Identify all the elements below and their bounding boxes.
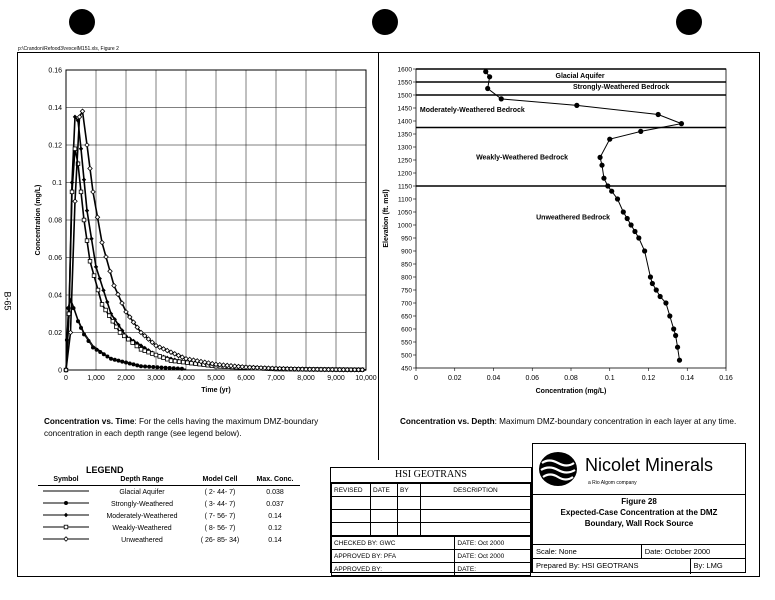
- y-tick-label: 0.1: [52, 180, 62, 187]
- data-point: [155, 365, 159, 369]
- prepared-row: [533, 558, 745, 574]
- data-point: [102, 352, 106, 356]
- data-point: [176, 367, 180, 371]
- data-point: [76, 319, 80, 323]
- y-tick-label: 1350: [397, 131, 412, 139]
- nicolet-logo-icon: [537, 450, 579, 488]
- y-tick-label: 1000: [397, 222, 412, 230]
- data-point: [609, 189, 614, 194]
- data-point: [82, 177, 86, 181]
- data-point: [104, 255, 108, 259]
- data-point: [632, 229, 637, 234]
- data-point: [671, 326, 676, 331]
- data-point: [87, 339, 91, 343]
- data-point: [139, 364, 143, 368]
- x-axis-label: Time (yr): [201, 387, 231, 394]
- data-point: [124, 361, 128, 365]
- x-tick-label: 0.04: [486, 375, 501, 382]
- legend-max-conc: 0.037: [266, 500, 284, 508]
- y-tick-label: 950: [401, 235, 412, 243]
- legend-marker: [64, 525, 68, 529]
- x-tick-label: 0: [414, 375, 418, 382]
- data-point: [621, 209, 626, 214]
- figure-title-line-2: Boundary, Wall Rock Source: [584, 519, 694, 528]
- x-tick-label: 2,000: [117, 375, 135, 382]
- data-point: [181, 360, 185, 364]
- x-tick-label: 0: [64, 375, 68, 382]
- y-tick-label: 0.16: [48, 67, 62, 75]
- data-point: [675, 345, 680, 350]
- x-tick-label: 1,000: [87, 375, 105, 382]
- data-point: [105, 355, 109, 359]
- data-point: [158, 355, 162, 359]
- x-tick-label: 0.16: [719, 375, 733, 382]
- data-point: [663, 300, 668, 305]
- legend-row: [38, 498, 300, 510]
- legend-model-cell: ( 7- 56- 7): [204, 512, 236, 520]
- data-point: [625, 216, 630, 221]
- approval-table: [331, 536, 531, 576]
- legend-depth-range: Moderately-Weathered: [106, 512, 178, 520]
- data-point: [73, 199, 77, 203]
- layer-label: Moderately-Weathered Bedrock: [419, 106, 525, 114]
- x-tick-label: 5,000: [207, 375, 225, 382]
- legend-row: [38, 534, 300, 546]
- legend-max-conc: 0.12: [268, 524, 282, 532]
- legend-marker: [64, 501, 68, 505]
- legend-marker: [64, 537, 68, 541]
- scale-date-row: [533, 544, 745, 559]
- legend-depth-range: Glacial Aquifer: [119, 488, 165, 496]
- data-point: [135, 363, 139, 367]
- date: Date: October 2000: [644, 547, 711, 556]
- data-point: [104, 308, 108, 312]
- y-tick-label: 850: [401, 261, 412, 269]
- y-tick-label: 800: [401, 274, 412, 282]
- prepared-by: Prepared By: HSI GEOTRANS: [533, 559, 691, 574]
- data-point: [162, 356, 166, 360]
- data-point: [88, 259, 92, 263]
- title-block-company: HSI GEOTRANS: [331, 468, 531, 483]
- data-point: [147, 365, 151, 369]
- data-point: [115, 325, 119, 329]
- data-point: [82, 332, 86, 336]
- data-point: [131, 341, 135, 345]
- legend-model-cell: ( 3- 44- 7): [204, 500, 236, 508]
- y-tick-label: 900: [401, 248, 412, 256]
- approved-date-1: DATE: Oct 2000: [455, 550, 531, 563]
- data-point: [127, 337, 131, 341]
- legend-header-cell: Model Cell: [202, 476, 238, 483]
- figure-caption-block: [533, 496, 745, 529]
- y-tick-label: 1150: [398, 183, 412, 191]
- x-tick-label: 0.06: [525, 375, 540, 382]
- caption-right-text: : Maximum DMZ-boundary concentration in each layer at any time.: [494, 417, 737, 426]
- x-tick-label: 4,000: [177, 375, 195, 382]
- legend-depth-range: Unweathered: [121, 536, 163, 544]
- client-subtitle: a Rio Algom company: [588, 480, 637, 486]
- caption-left-title: Concentration vs. Time: [44, 417, 135, 426]
- checked-by: CHECKED BY: GWC: [332, 537, 455, 550]
- data-point: [96, 288, 100, 292]
- data-point: [91, 190, 95, 194]
- x-tick-label: 7,000: [267, 375, 285, 382]
- data-point: [165, 357, 169, 361]
- legend-symbol: [38, 523, 94, 533]
- legend-symbol: [38, 499, 94, 509]
- data-point: [139, 348, 143, 352]
- data-point: [113, 358, 117, 362]
- data-point: [650, 281, 655, 286]
- y-tick-label: 1300: [397, 144, 412, 152]
- data-point: [85, 208, 89, 212]
- data-point: [73, 147, 77, 151]
- data-point: [100, 303, 104, 307]
- title-block: [330, 467, 532, 573]
- data-point: [70, 190, 74, 194]
- y-tick-label: 1550: [397, 79, 412, 87]
- y-tick-label: 0.14: [48, 105, 62, 112]
- chart-concentration-vs-time: [20, 60, 380, 405]
- y-tick-label: 1100: [398, 196, 412, 204]
- square-symbol-icon: [41, 523, 91, 531]
- x-tick-label: 0.08: [564, 375, 578, 382]
- page-side-number: B-65: [2, 291, 13, 311]
- punch-hole-center: [372, 9, 398, 35]
- y-tick-label: 0.08: [48, 217, 62, 225]
- data-point: [68, 330, 72, 334]
- legend-max-conc: 0.14: [268, 512, 282, 520]
- data-point: [98, 350, 102, 354]
- legend-model-cell: ( 26- 85- 34): [200, 536, 240, 544]
- data-point: [118, 331, 122, 335]
- caption-right-title: Concentration vs. Depth: [400, 417, 495, 426]
- data-point: [128, 361, 132, 365]
- punch-hole-right: [676, 9, 702, 35]
- data-point: [79, 147, 83, 151]
- y-tick-label: 0.04: [48, 292, 62, 300]
- approved-by-2: APPROVED BY:: [332, 563, 455, 576]
- y-axis-label: Elevation (ft. msl): [383, 189, 390, 248]
- x-tick-label: 0.1: [604, 375, 615, 382]
- data-point: [95, 348, 99, 352]
- dot-symbol-icon: [41, 499, 91, 507]
- data-point: [164, 366, 168, 370]
- client-block: [532, 443, 746, 573]
- drawn-by: By: LMG: [693, 561, 723, 570]
- checked-date: DATE: Oct 2000: [455, 537, 531, 550]
- y-tick-label: 1050: [397, 209, 412, 217]
- figure-number: Figure 28: [621, 497, 657, 506]
- data-point: [159, 366, 163, 370]
- data-point: [105, 300, 109, 304]
- legend-rows: [38, 486, 300, 546]
- data-point: [673, 333, 678, 338]
- line-symbol-icon: [41, 487, 91, 495]
- legend-symbol: [38, 511, 94, 521]
- x-tick-label: 6,000: [237, 375, 255, 382]
- data-point: [147, 350, 151, 354]
- data-point: [100, 240, 104, 244]
- data-point: [82, 218, 86, 222]
- data-point: [172, 366, 176, 370]
- data-point: [499, 96, 504, 101]
- y-tick-label: 650: [401, 313, 412, 321]
- legend-header: [38, 476, 300, 486]
- y-tick-label: 0.06: [48, 255, 62, 262]
- legend-symbol: [38, 535, 94, 545]
- data-point: [648, 274, 653, 279]
- client-name: Nicolet Minerals: [585, 455, 714, 475]
- legend-max-conc: 0.14: [268, 536, 282, 544]
- y-tick-label: 500: [401, 352, 412, 360]
- data-point: [79, 326, 83, 330]
- legend-model-cell: ( 8- 56- 7): [204, 524, 236, 532]
- legend-row: [38, 522, 300, 534]
- revision-table: [331, 483, 531, 536]
- legend-depth-range: Strongly-Weathered: [110, 500, 174, 508]
- x-tick-label: 9,000: [327, 375, 345, 382]
- data-point: [143, 365, 147, 369]
- data-point: [94, 265, 98, 269]
- data-point: [92, 274, 96, 278]
- layer-label: Weakly-Weathered Bedrock: [476, 154, 569, 162]
- data-point: [677, 358, 682, 363]
- layer-label: Unweathered Bedrock: [536, 214, 611, 222]
- data-point: [108, 269, 112, 273]
- data-point: [88, 166, 92, 170]
- data-point: [122, 334, 126, 338]
- y-tick-label: 1500: [397, 92, 412, 100]
- rev-header-description: DESCRIPTION: [421, 484, 531, 497]
- x-tick-label: 0.14: [680, 375, 695, 382]
- legend-title: LEGEND: [86, 465, 124, 475]
- x-tick-label: 0.02: [447, 375, 462, 382]
- data-point: [177, 360, 181, 364]
- file-path: p:\Crandon\Refood3\rexcelM151.xls, Figure 2: [18, 46, 119, 52]
- data-point: [154, 353, 158, 357]
- chart-concentration-vs-depth: [380, 60, 740, 400]
- scale: Scale: None: [533, 545, 642, 559]
- caption-left-text: : For the cells having the maximum DMZ-boundary concentration in each depth range (see legend below).: [44, 417, 319, 438]
- figure-title-line-1: Expected-Case Concentration at the DMZ: [560, 508, 718, 517]
- data-point: [109, 357, 113, 361]
- x-tick-label: 0.12: [641, 375, 656, 382]
- x-tick-label: 10,000: [355, 375, 377, 382]
- legend-depth-range: Weakly-Weathered: [112, 524, 172, 532]
- caption-left: [44, 416, 364, 440]
- y-tick-label: 1600: [397, 66, 412, 74]
- data-point: [615, 196, 620, 201]
- y-tick-label: 450: [401, 365, 412, 373]
- data-point: [679, 121, 684, 126]
- y-tick-label: 1250: [397, 157, 412, 165]
- y-tick-label: 0.12: [48, 142, 62, 150]
- data-point: [168, 366, 172, 370]
- data-point: [85, 239, 89, 243]
- y-tick-label: 1450: [397, 105, 412, 113]
- data-point: [642, 248, 647, 253]
- data-point: [101, 288, 105, 292]
- data-point: [111, 319, 115, 323]
- y-tick-label: 600: [401, 326, 412, 334]
- data-point: [107, 314, 111, 318]
- data-point: [597, 155, 602, 160]
- legend-header-conc: Max. Conc.: [256, 476, 294, 483]
- data-point: [91, 346, 95, 350]
- rev-header-by: BY: [398, 484, 421, 497]
- data-point: [636, 235, 641, 240]
- data-point: [180, 367, 184, 371]
- data-point: [656, 112, 661, 117]
- data-point: [85, 143, 89, 147]
- punch-hole-left: [69, 9, 95, 35]
- layer-label: Strongly-Weathered Bedrock: [572, 84, 670, 92]
- caption-right: [400, 416, 740, 428]
- legend-row: [38, 486, 300, 498]
- legend-header-symbol: Symbol: [53, 476, 79, 483]
- data-point: [628, 222, 633, 227]
- legend-max-conc: 0.038: [266, 488, 284, 496]
- legend-model-cell: ( 2- 44- 7): [204, 488, 236, 496]
- data-point: [485, 86, 490, 91]
- data-point: [667, 313, 672, 318]
- legend-header-depth: Depth Range: [120, 476, 164, 483]
- y-tick-label: 0: [58, 367, 62, 375]
- layer-label: Glacial Aquifer: [555, 73, 605, 80]
- rev-header-revised: REVISED: [332, 484, 371, 497]
- approved-date-2: DATE:: [455, 563, 531, 576]
- y-tick-label: 1400: [397, 118, 412, 126]
- rev-header-date: DATE: [371, 484, 398, 497]
- data-point: [67, 312, 71, 316]
- data-point: [79, 190, 83, 194]
- data-point: [143, 349, 147, 353]
- data-point: [173, 359, 177, 363]
- data-point: [638, 129, 643, 134]
- legend-symbol: [38, 487, 94, 497]
- data-point: [132, 362, 136, 366]
- data-point: [117, 359, 121, 363]
- y-tick-label: 0.02: [48, 330, 62, 337]
- diamond-open-symbol-icon: [41, 535, 91, 543]
- data-point: [574, 103, 579, 108]
- data-point: [150, 352, 154, 356]
- data-point: [658, 294, 663, 299]
- y-tick-label: 700: [401, 300, 412, 308]
- y-axis-label: Concentration (mg/L): [35, 184, 42, 256]
- diamond-symbol-icon: [41, 511, 91, 519]
- data-point: [605, 183, 610, 188]
- y-tick-label: 550: [401, 339, 412, 347]
- legend-row: [38, 510, 300, 522]
- x-tick-label: 3,000: [147, 375, 165, 382]
- data-point: [135, 344, 139, 348]
- data-point: [607, 137, 612, 142]
- data-point: [601, 176, 606, 181]
- y-tick-label: 750: [401, 287, 412, 295]
- data-point: [599, 163, 604, 168]
- data-point: [120, 360, 124, 364]
- data-point: [151, 365, 155, 369]
- data-point: [654, 287, 659, 292]
- data-point: [89, 237, 93, 241]
- x-axis-label: Concentration (mg/L): [535, 388, 607, 395]
- data-point: [487, 74, 492, 79]
- approved-by-1: APPROVED BY: PFA: [332, 550, 455, 563]
- y-tick-label: 1200: [397, 170, 412, 178]
- data-point: [98, 276, 102, 280]
- data-point: [483, 69, 488, 74]
- x-tick-label: 8,000: [297, 375, 315, 382]
- data-point: [169, 359, 173, 363]
- legend-marker: [64, 513, 68, 517]
- legend-table: [38, 476, 300, 546]
